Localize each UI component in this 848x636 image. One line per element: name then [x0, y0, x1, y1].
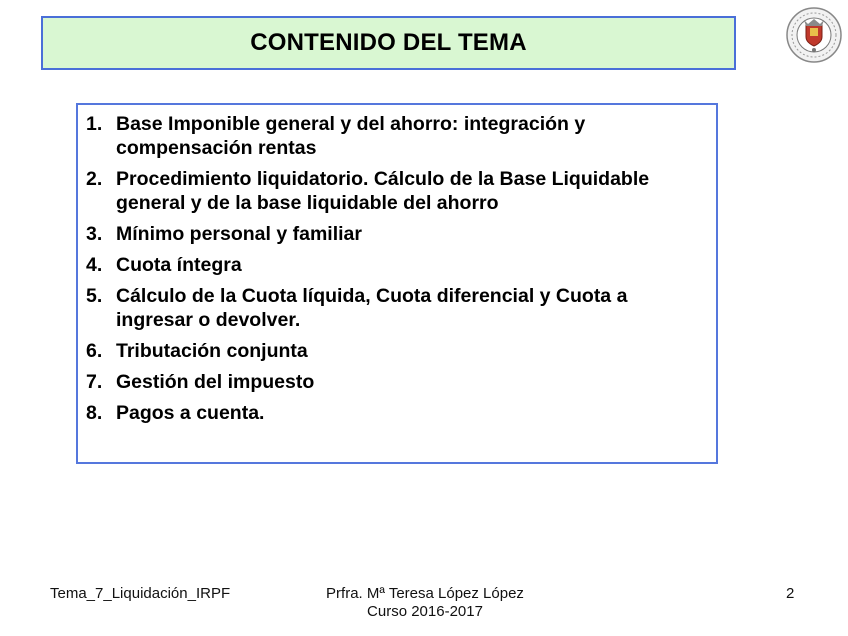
list-item-text: Pagos a cuenta. — [116, 402, 265, 424]
footer-filename: Tema_7_Liquidación_IRPF — [50, 585, 231, 602]
university-seal-icon — [785, 6, 843, 64]
list-item-number: 6. — [86, 340, 103, 362]
list-item-text: Cálculo de la Cuota líquida, Cuota diferencial y Cuota a ingresar o devolver. — [116, 285, 628, 331]
list-item — [86, 222, 706, 246]
footer-author-name: Prfra. Mª Teresa López López — [326, 585, 524, 602]
list-item — [86, 167, 706, 215]
topics-box — [76, 103, 718, 464]
list-item-number: 7. — [86, 371, 103, 393]
list-item-text: Cuota íntegra — [116, 254, 242, 276]
list-item — [86, 339, 706, 363]
slide-title: CONTENIDO DEL TEMA — [250, 29, 527, 56]
list-item-number: 4. — [86, 254, 103, 276]
list-item — [86, 284, 706, 332]
list-item-text: Tributación conjunta — [116, 340, 308, 362]
list-item — [86, 401, 706, 425]
list-item — [86, 253, 706, 277]
list-item-number: 5. — [86, 285, 103, 307]
slide-title-box — [41, 16, 736, 70]
footer-author — [300, 585, 550, 621]
list-item-number: 8. — [86, 402, 103, 424]
page-number: 2 — [786, 585, 795, 602]
footer-course: Curso 2016-2017 — [367, 603, 483, 620]
list-item — [86, 112, 706, 160]
list-item — [86, 370, 706, 394]
list-item-number: 2. — [86, 168, 103, 190]
list-item-text: Procedimiento liquidatorio. Cálculo de la Base Liquidable general y de la base liquidable del ahorro — [116, 168, 650, 214]
list-item-number: 1. — [86, 113, 103, 135]
list-item-text: Gestión del impuesto — [116, 371, 315, 393]
topics-list — [78, 105, 716, 425]
list-item-text: Base Imponible general y del ahorro: integración y compensación rentas — [116, 113, 586, 159]
list-item-number: 3. — [86, 223, 103, 245]
list-item-text: Mínimo personal y familiar — [116, 223, 362, 245]
